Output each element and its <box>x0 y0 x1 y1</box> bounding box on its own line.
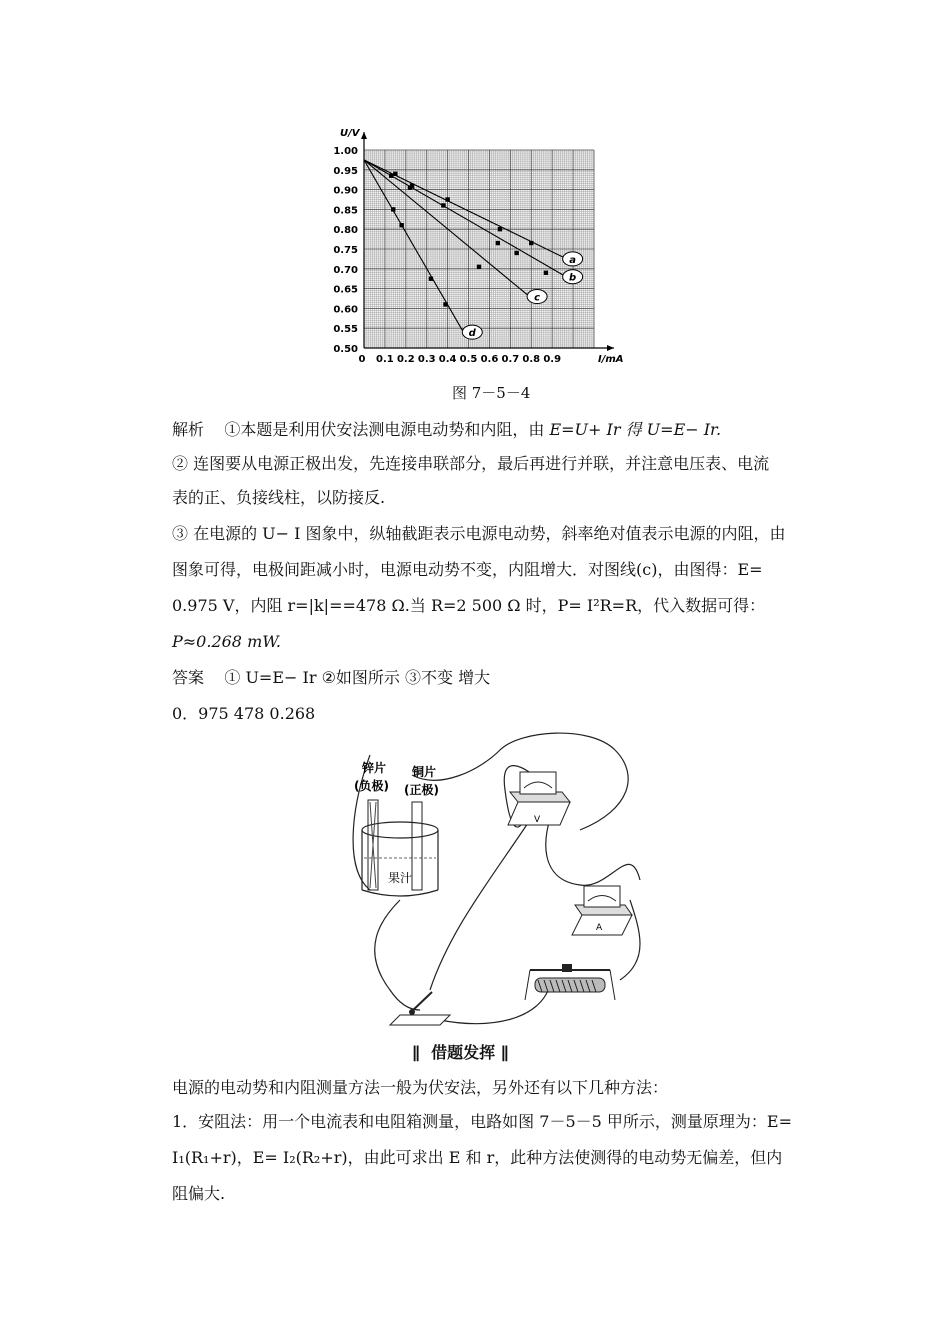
ui-graph <box>320 120 650 370</box>
data-point-c <box>477 265 481 269</box>
x-tick-label: 0.5 <box>459 354 478 365</box>
y-axis-arrow <box>361 132 367 139</box>
x-tick-label: 0.2 <box>396 354 415 365</box>
data-point-a <box>393 172 397 176</box>
analysis-line-5: 图象可得，电极间距减小时，电源电动势不变，内阻增大．对图线(c)，由图得：E= <box>172 560 763 579</box>
x-axis-label: I/mA <box>598 354 624 365</box>
answer-line <box>172 668 490 688</box>
data-point-a <box>498 227 502 231</box>
data-point-d <box>429 277 433 281</box>
analysis-line-1 <box>172 420 721 440</box>
ammeter-label: A <box>596 923 603 933</box>
y-tick-label: 0.60 <box>333 304 358 316</box>
data-point-b <box>408 185 412 189</box>
x-tick-label: 0.1 <box>376 354 394 365</box>
x-tick-label: 0.6 <box>480 354 499 365</box>
data-point-b <box>514 251 518 255</box>
body-paragraph-2c: 阻偏大. <box>172 1184 226 1203</box>
data-point-c <box>391 207 395 211</box>
x-tick-label: 0.9 <box>543 354 562 365</box>
y-tick-label: 0.90 <box>333 185 358 197</box>
y-tick-label: 0.75 <box>333 245 358 256</box>
analysis-line-3: 表的正、负接线柱，以防接反. <box>172 488 386 507</box>
answer-values: 0．975 478 0.268 <box>172 704 316 723</box>
beaker <box>362 800 438 896</box>
copper-label: 铜片 <box>412 765 437 779</box>
data-point-d <box>443 302 447 306</box>
zinc-label: 锌片 <box>362 761 387 775</box>
series-label-d: d <box>468 328 476 340</box>
voltmeter <box>508 772 570 825</box>
zinc-sub-label: (负极) <box>354 779 389 793</box>
section-title-text: 借题发挥 <box>431 1043 496 1062</box>
data-point-a <box>445 197 449 201</box>
y-tick-label: 1.00 <box>333 146 358 157</box>
copper-sub-label: (正极) <box>404 783 439 797</box>
circuit-apparatus-figure <box>340 730 660 1030</box>
analysis-heading: 解析 <box>172 420 205 439</box>
rheostat <box>525 964 615 1000</box>
juice-label: 果汁 <box>388 871 413 885</box>
series-label-b: b <box>569 272 577 284</box>
ammeter <box>572 886 632 935</box>
y-tick-label: 0.70 <box>333 264 358 276</box>
x-tick-label: 0.8 <box>522 354 541 365</box>
y-tick-label: 0.50 <box>333 344 358 355</box>
y-axis-label: U/V <box>340 128 360 139</box>
y-tick-label: 0.55 <box>333 324 358 336</box>
x-tick-label: 0.7 <box>501 354 520 365</box>
analysis-line-2: ② 连图要从电源正极出发，先连接串联部分，最后再进行并联，并注意电压表、电流 <box>172 454 770 473</box>
x-tick-label: 0.3 <box>417 354 436 365</box>
analysis-line-7: P≈0.268 mW. <box>172 632 281 651</box>
body-paragraph-2a: 1．安阻法：用一个电流表和电阻箱测量，电路如图 7－5－5 甲所示，测量原理为：E= <box>172 1112 792 1131</box>
data-point-c <box>399 223 403 227</box>
analysis-line-4: ③ 在电源的 U− I 图象中，纵轴截距表示电源电动势，斜率绝对值表示电源的内阻，由 <box>172 524 786 543</box>
answer-text: ① U=E− Ir ②如图所示 ③不变 增大 <box>224 668 491 687</box>
x-tick-label: 0 <box>358 354 366 365</box>
series-label-a: a <box>569 254 577 266</box>
body-paragraph-2b: I₁(R₁+r)，E= I₂(R₂+r)，由此可求出 E 和 r，此种方法使测得的电动势无偏差，但内 <box>172 1148 783 1167</box>
data-point-b <box>496 241 500 245</box>
analysis-line-6: 0.975 V，内阻 r=|k|==478 Ω.当 R=2 500 Ω 时，P= I²R=R，代入数据可得： <box>172 596 766 615</box>
answer-heading: 答案 <box>172 668 205 687</box>
voltmeter-label: V <box>534 815 541 825</box>
data-point-a <box>529 241 533 245</box>
y-tick-label: 0.80 <box>333 225 358 237</box>
section-title: ∥ 借题发挥 ∥ <box>412 1043 509 1062</box>
data-point-b <box>544 271 548 275</box>
analysis-equation: E=U+ Ir 得 U=E− Ir. <box>549 420 722 439</box>
data-point-b <box>441 203 445 207</box>
body-paragraph-1: 电源的电动势和内阻测量方法一般为伏安法，另外还有以下几种方法： <box>172 1078 669 1097</box>
y-tick-label: 0.85 <box>333 205 358 217</box>
figure-caption: 图 7－5－4 <box>452 384 531 402</box>
series-label-c: c <box>534 292 541 304</box>
x-axis-arrow <box>607 345 614 351</box>
y-tick-label: 0.65 <box>333 284 358 296</box>
x-tick-label: 0.4 <box>438 354 457 365</box>
analysis-text-1: ①本题是利用伏安法测电源电动势和内阻，由 <box>224 420 545 439</box>
switch <box>390 992 450 1025</box>
y-tick-label: 0.95 <box>333 165 358 177</box>
data-point-b <box>389 174 393 178</box>
